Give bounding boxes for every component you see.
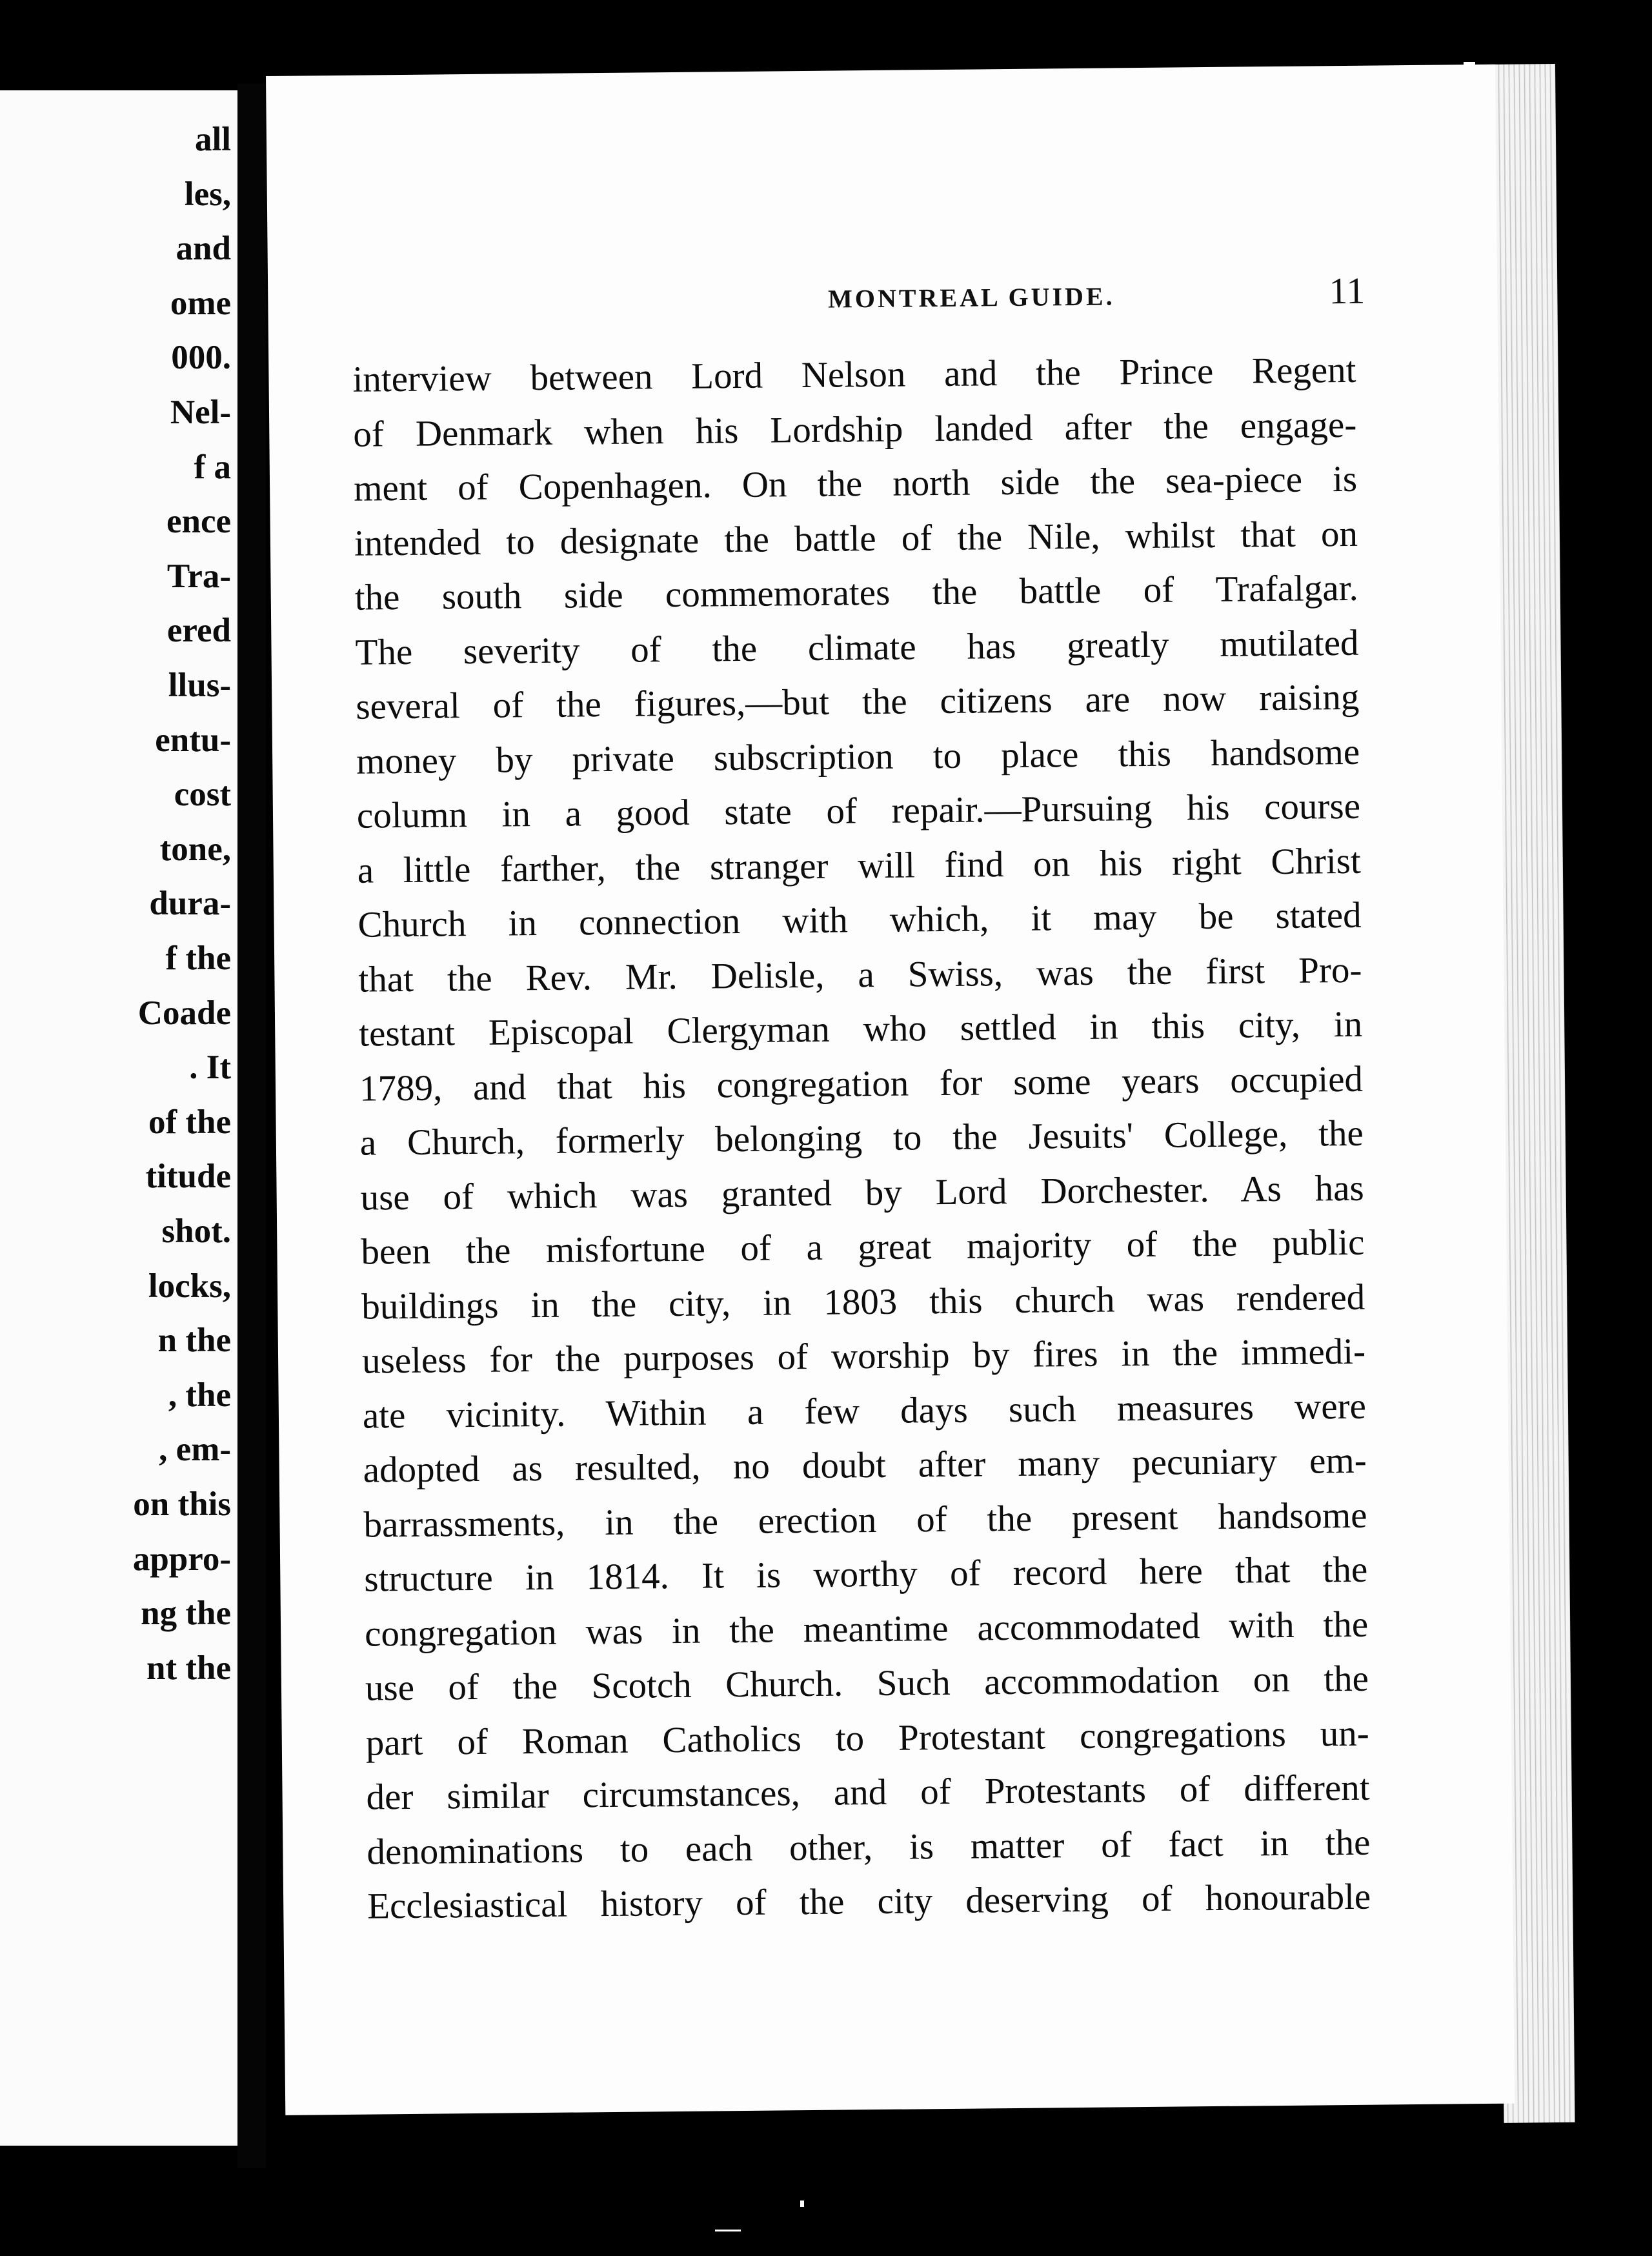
running-head: MONTREAL GUIDE. bbox=[827, 281, 1115, 314]
left-page-line: on this bbox=[133, 1486, 231, 1523]
left-page-line: ered bbox=[166, 612, 231, 650]
left-facing-page bbox=[0, 90, 237, 2146]
left-page-line: ence bbox=[166, 503, 231, 541]
body-line: buildings in the city, in 1803 this church was rendered bbox=[361, 1276, 1365, 1327]
left-page-line: llus- bbox=[168, 667, 231, 704]
body-line: testant Episcopal Clergyman who settled in this city, in bbox=[358, 1003, 1363, 1054]
body-line: part of Roman Catholics to Protestant congregations un- bbox=[365, 1713, 1370, 1764]
body-line: Church in connection with which, it may be stated bbox=[358, 894, 1362, 945]
scan-speck bbox=[800, 2201, 804, 2207]
left-page-line: shot. bbox=[161, 1213, 231, 1250]
left-page-line: entu- bbox=[155, 721, 231, 759]
body-text bbox=[352, 343, 1371, 1934]
left-page-line: ome bbox=[170, 284, 231, 322]
left-page-line: 000. bbox=[171, 339, 231, 377]
right-page bbox=[266, 65, 1515, 2115]
page-number: 11 bbox=[1329, 269, 1365, 312]
body-line: interview between Lord Nelson and the Prince Regent bbox=[352, 349, 1356, 400]
body-line: adopted as resulted, no doubt after many pecuniary em- bbox=[363, 1440, 1367, 1491]
left-page-line: ng the bbox=[141, 1595, 231, 1633]
body-line: ment of Copenhagen. On the north side the sea-piece is bbox=[353, 458, 1358, 509]
left-page-line: n the bbox=[157, 1322, 231, 1360]
left-page-line: of the bbox=[148, 1103, 231, 1141]
body-line: useless for the purposes of worship by fires in the immedi- bbox=[361, 1331, 1366, 1382]
body-line: use of which was granted by Lord Dorchester. As has bbox=[360, 1167, 1364, 1218]
left-page-line: les, bbox=[184, 175, 231, 213]
body-line: a Church, formerly belonging to the Jesuits' College, the bbox=[359, 1113, 1364, 1163]
left-page-line: tone, bbox=[159, 830, 231, 868]
body-line: der similar circumstances, and of Protestants of different bbox=[366, 1767, 1370, 1818]
body-line: several of the figures,—but the citizens are now raising bbox=[356, 676, 1360, 727]
left-page-line: and bbox=[176, 230, 231, 268]
left-page-line: cost bbox=[174, 776, 231, 814]
body-line: denominations to each other, is matter of fact in the bbox=[367, 1822, 1371, 1873]
body-line: the south side commemorates the battle of Trafalgar. bbox=[354, 567, 1358, 618]
left-page-line: Nel- bbox=[170, 394, 231, 431]
body-line: barrassments, in the erection of the present handsome bbox=[363, 1495, 1367, 1546]
left-page-line: Tra- bbox=[166, 557, 231, 595]
scan-speck bbox=[715, 2230, 741, 2231]
left-page-line: , em- bbox=[159, 1431, 231, 1469]
body-line: congregation was in the meantime accommodated with the bbox=[364, 1604, 1369, 1655]
left-page-line: appro- bbox=[132, 1540, 231, 1578]
body-line: column in a good state of repair.—Pursuing his course bbox=[356, 785, 1361, 836]
body-line: 1789, and that his congregation for some years occupied bbox=[359, 1058, 1364, 1109]
scan-speck bbox=[1464, 62, 1475, 66]
left-page-line: Coade bbox=[137, 994, 231, 1032]
body-line: use of the Scotch Church. Such accommodation on the bbox=[365, 1658, 1369, 1709]
body-line: The severity of the climate has greatly mutilated bbox=[355, 622, 1359, 673]
body-line: that the Rev. Mr. Delisle, a Swiss, was the first Pro- bbox=[358, 949, 1362, 1000]
body-line: ate vicinity. Within a few days such measures were bbox=[362, 1385, 1367, 1436]
left-page-line: locks, bbox=[148, 1267, 231, 1305]
body-line: money by private subscription to place this handsome bbox=[356, 731, 1360, 782]
left-page-line: f the bbox=[165, 940, 231, 977]
left-page-line: all bbox=[195, 121, 231, 158]
left-page-line: . It bbox=[189, 1049, 231, 1087]
body-line: been the misfortune of a great majority of the public bbox=[361, 1222, 1365, 1273]
left-page-line: dura- bbox=[149, 885, 231, 923]
body-line: intended to designate the battle of the Nile, whilst that on bbox=[354, 513, 1358, 564]
body-line: of Denmark when his Lordship landed after the engage- bbox=[353, 404, 1357, 455]
body-line: a little farther, the stranger will find on his right Christ bbox=[357, 840, 1362, 891]
left-page-line: nt the bbox=[146, 1649, 231, 1687]
left-page-line: titude bbox=[145, 1158, 231, 1196]
left-page-line: , the bbox=[168, 1376, 231, 1414]
body-line: structure in 1814. It is worthy of record here that the bbox=[364, 1549, 1368, 1600]
left-page-line: f a bbox=[194, 448, 231, 486]
book-gutter bbox=[237, 84, 266, 2168]
body-line: Ecclesiastical history of the city deserving of honourable bbox=[367, 1876, 1371, 1927]
